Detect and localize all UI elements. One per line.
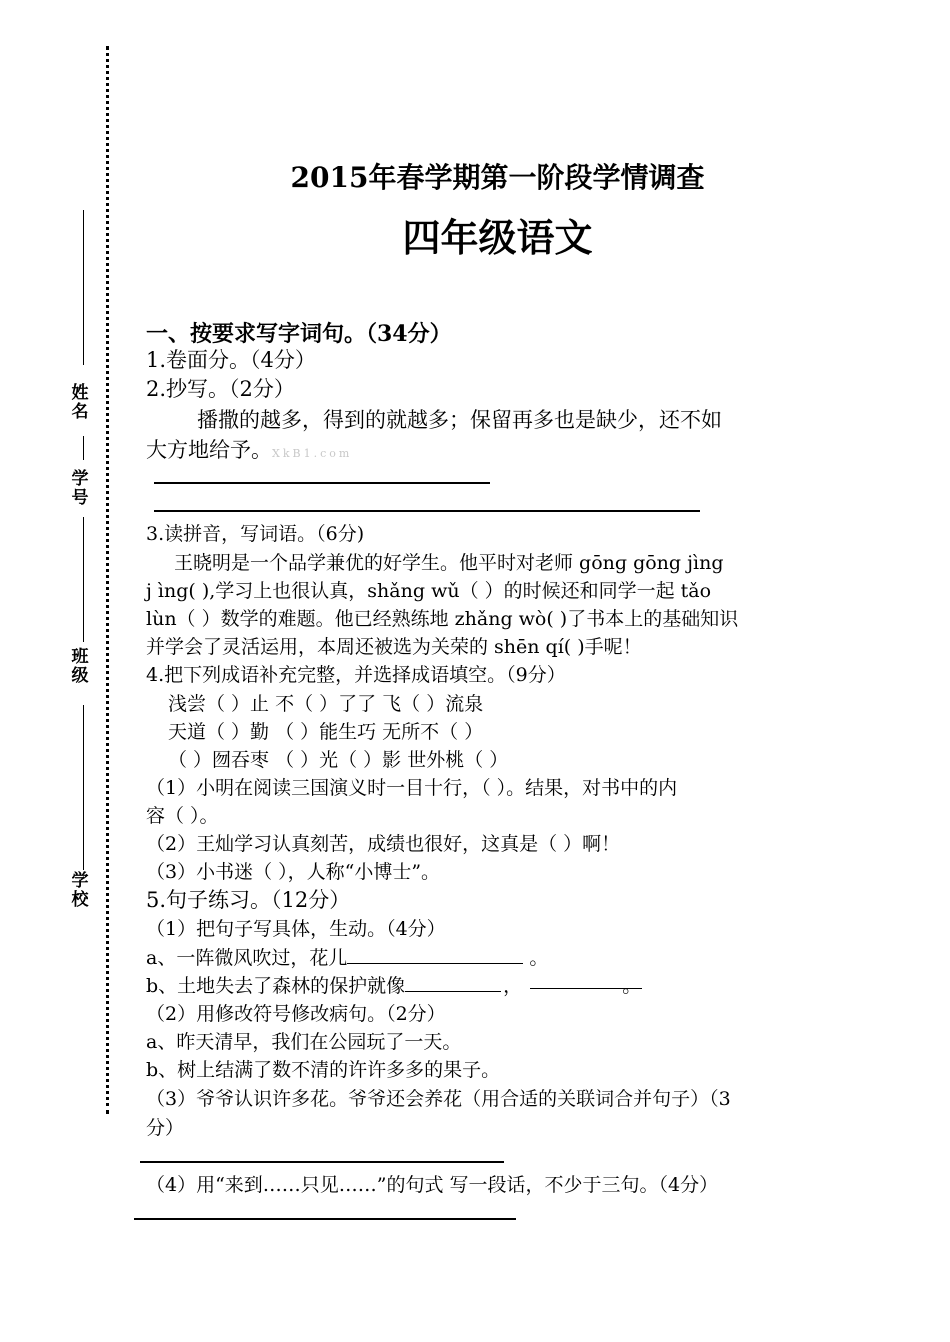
sentence-b-blank-2: 。 [530,971,642,989]
question-5-2: （2）用修改符号修改病句。（2分） [146,1003,446,1025]
student-no-label: 学号 [71,469,89,508]
copy-text-line-1: 播撒的越多，得到的就越多；保留再多也是缺少，还不如 [197,408,722,432]
idiom-row-2: 天道（ ）勤 （ ）能生巧 无所不（ ） [168,721,484,743]
faulty-sentence-a: a、昨天清早，我们在公园玩了一天。 [146,1031,462,1053]
exam-title: 2015年春学期第一阶段学情调查 [290,161,705,194]
idiom-sentence-1: （1）小明在阅读三国演义时一目十行，（ ）。结果，对书中的内 [146,777,678,799]
watermark: XkB1.com [272,447,353,460]
faulty-sentence-b: b、树上结满了数不清的许许多多的果子。 [146,1059,501,1081]
question-4: 4.把下列成语补充完整，并选择成语填空。（9分） [146,664,566,686]
question-5-1: （1）把句子写具体，生动。（4分） [146,918,446,940]
idiom-sentence-2: （2）王灿学习认真刻苦，成绩也很好，这真是（ ）啊！ [146,833,621,855]
question-1: 1.卷面分。（4分） [146,348,316,372]
copy-text-line-2: 大方地给予。XkB1.com [146,438,353,462]
copy-answer-line-1 [154,482,490,484]
school-underline [83,705,84,870]
idiom-row-1: 浅尝（ ）止 不（ ）了了 飞（ ）流泉 [168,693,484,715]
sentence-a-blank [347,946,523,964]
class-label: 班级 [71,647,89,686]
idiom-row-3: （ ）囫吞枣 （ ）光（ ）影 世外桃（ ） [168,749,509,771]
section-heading: 一、按要求写字词句。（34分） [146,321,452,347]
question-5: 5.句子练习。（12分） [146,888,351,912]
question-2: 2.抄写。（2分） [146,377,295,401]
question-5-4: （4）用“来到……只见……”的句式 写一段话，不少于三句。（4分） [146,1174,719,1196]
question-3: 3.读拼音，写词语。（6分) [146,523,365,545]
school-label: 学校 [71,871,89,910]
copy-answer-line-2 [154,510,700,512]
question-5-3: （3）爷爷认识许多花。爷爷还会养花（用合适的关联词合并句子）（3 [146,1088,731,1110]
sentence-b: b、土地失去了森林的保护就像 ， 。 [146,971,642,998]
paragraph-answer-line [134,1218,516,1220]
sentence-b-blank-1 [405,974,501,992]
subject-title: 四年级语文 [402,216,593,260]
idiom-sentence-1-cont: 容（ ）。 [146,805,219,827]
idiom-sentence-3: （3）小书迷（ ），人称“小博士”。 [146,861,441,883]
question-5-3-cont: 分） [146,1117,185,1139]
pinyin-line-1: 王晓明是一个品学兼优的好学生。他平时对老师 gōnɡ gōng jìng [174,552,724,574]
student-no-underline [83,436,84,460]
combine-answer-line [140,1161,504,1163]
class-underline [83,517,84,642]
pinyin-line-2: j ìng( ),学习上也很认真，shǎng wǔ（ ）的时候还和同学一起 tǎo [146,580,712,602]
name-label: 姓名 [71,383,89,422]
pinyin-line-3: lùn（ ）数学的难题。他已经熟练地 zhǎng wò( )了书本上的基础知识 [146,608,739,630]
sentence-a: a、一阵微风吹过，花儿 。 [146,947,549,969]
pinyin-line-4: 并学会了灵活运用，本周还被选为关荣的 shēn qí( )手呢！ [146,636,642,658]
